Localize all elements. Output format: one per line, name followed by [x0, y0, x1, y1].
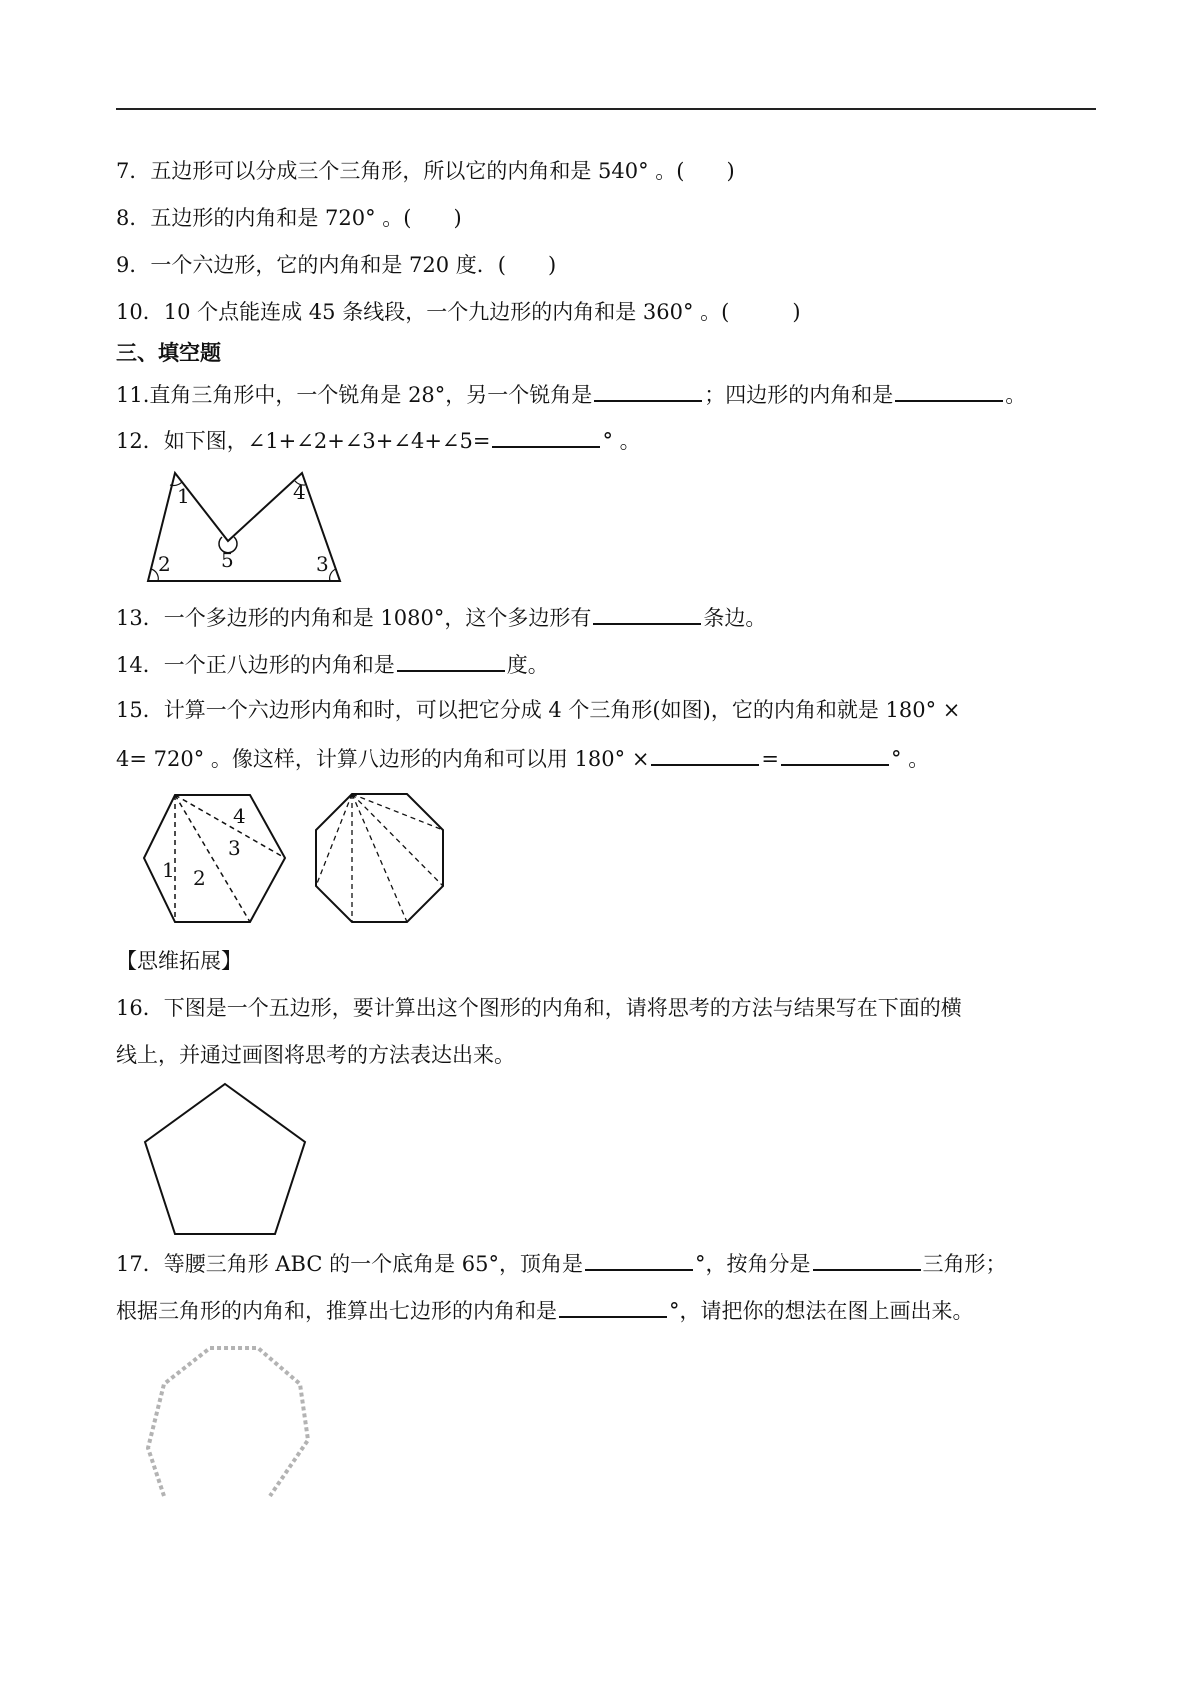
q14-text-b: 度。	[506, 653, 549, 677]
question-15-line1: 15．计算一个六边形内角和时，可以把它分成 4 个三角形(如图)，它的内角和就是 180° ×	[116, 698, 961, 722]
q13-text-b: 条边。	[703, 606, 767, 630]
q17-text-d: 根据三角形的内角和，推算出七边形的内角和是	[116, 1299, 557, 1323]
answer-blank[interactable]	[593, 601, 701, 625]
q17-text-e: °，请把你的想法在图上画出来。	[669, 1299, 974, 1323]
angle-label-3: 3	[316, 552, 329, 576]
question-15-line2	[116, 742, 929, 774]
answer-blank[interactable]	[651, 742, 759, 766]
q17-text-b: °，按角分是	[695, 1252, 811, 1276]
hexagon-triangulation-figure	[140, 790, 290, 928]
answer-blank[interactable]	[895, 378, 1003, 402]
answer-blank[interactable]	[397, 648, 505, 672]
question-14	[116, 648, 549, 680]
q11-text-b: ；四边形的内角和是	[704, 383, 894, 407]
section-title-thinking-extension: 【思维拓展】	[116, 949, 242, 973]
answer-blank[interactable]	[594, 378, 702, 402]
q15-text-b: =	[761, 747, 780, 771]
question-16-line2: 线上，并通过画图将思考的方法表达出来。	[116, 1043, 515, 1067]
answer-blank[interactable]	[492, 424, 600, 448]
triangle-label-1: 1	[162, 858, 175, 882]
triangle-label-2: 2	[193, 866, 206, 890]
q17-text-a: 17．等腰三角形 ABC 的一个底角是 65°，顶角是	[116, 1252, 584, 1276]
question-13	[116, 601, 766, 633]
question-7: 7．五边形可以分成三个三角形，所以它的内角和是 540° 。( )	[116, 159, 735, 183]
angle-pentagon-figure	[140, 465, 350, 585]
angle-label-2: 2	[158, 552, 171, 576]
q13-text-a: 13．一个多边形的内角和是 1080°，这个多边形有	[116, 606, 592, 630]
angle-label-4: 4	[293, 480, 306, 504]
octagon-triangulation-figure	[312, 790, 447, 928]
triangle-label-4: 4	[233, 804, 246, 828]
answer-blank[interactable]	[781, 742, 889, 766]
q14-text-a: 14．一个正八边形的内角和是	[116, 653, 395, 677]
answer-blank[interactable]	[559, 1294, 667, 1318]
q17-text-c: 三角形；	[922, 1252, 1007, 1276]
pentagon-figure	[140, 1080, 310, 1240]
dashed-heptagon-figure	[140, 1340, 320, 1500]
q15-text-c: ° 。	[891, 747, 930, 771]
question-8: 8．五边形的内角和是 720° 。( )	[116, 206, 462, 230]
q12-text-b: ° 。	[602, 429, 641, 453]
answer-blank[interactable]	[585, 1247, 693, 1271]
question-12	[116, 424, 641, 456]
section-title-fill-blank: 三、填空题	[116, 340, 221, 365]
question-16-line1: 16．下图是一个五边形，要计算出这个图形的内角和，请将思考的方法与结果写在下面的横	[116, 996, 962, 1020]
question-17-line2	[116, 1294, 974, 1326]
triangle-label-3: 3	[228, 836, 241, 860]
answer-blank[interactable]	[813, 1247, 921, 1271]
q15-text-a: 4= 720° 。像这样，计算八边形的内角和可以用 180° ×	[116, 747, 650, 771]
question-17-line1	[116, 1247, 1007, 1279]
angle-label-5: 5	[221, 548, 234, 572]
q11-text-a: 11.直角三角形中，一个锐角是 28°，另一个锐角是	[116, 383, 593, 407]
question-11	[116, 378, 1026, 410]
header-rule	[116, 108, 1096, 110]
q11-text-c: 。	[1005, 383, 1027, 407]
question-9: 9．一个六边形，它的内角和是 720 度．( )	[116, 253, 557, 277]
question-10: 10．10 个点能连成 45 条线段，一个九边形的内角和是 360° 。( )	[116, 300, 801, 324]
angle-label-1: 1	[177, 484, 190, 508]
q12-text-a: 12．如下图，∠1+∠2+∠3+∠4+∠5=	[116, 429, 491, 453]
